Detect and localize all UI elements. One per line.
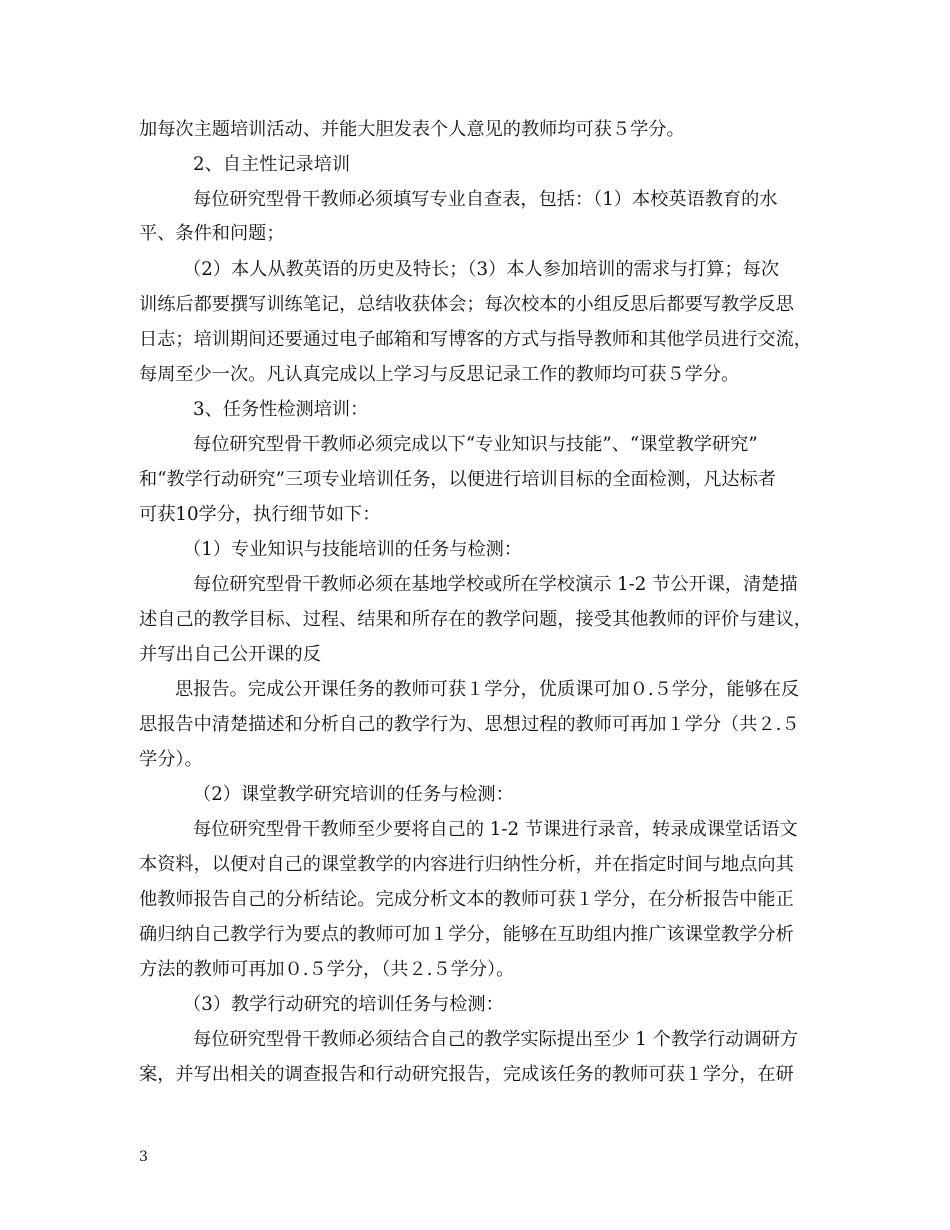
document-page: 加每次主题培训活动、并能大胆发表个人意见的教师均可获５学分。 2、自主性记录培训 每位研究型骨干教师必须填写专业自查表，包括：（1）本校英语教育的水 平、条件和问题； （2）本人从教英语的历史及特长；（3）本人参加培训的需求与打算；每次 训练后都要撰写训练笔记，总结收获体会；每次校本的小组反思后都要写教学反思 日志；培训期间还要通过电子邮箱和写博客的方式与指导教师和其他学员进行交流， 每周至少一次。凡认真完成以上学习与反思记录工作的教师均可获５学分。 3、任务性检测培训： 每位研究型骨干教师必须完成以下“专业知识与技能”、“课堂教学研究” 和“教学行动研究”三项专业培训任务，以便进行培训目标的全面检测，凡达标者 可获10学分，执行细节如下： （1）专业知识与技能培训的任务与检测： 每位研究型骨干教师必须在基地学校或所在学校演示 1-2 节公开课，清楚描 述自己的教学目标、过程、结果和所存在的教学问题，接受其他教师的评价与建议， 并写出自己公开课的反 思报告。完成公开课任务的教师可获１学分，优质课可加０.５学分，能够在反 思报告中清楚描述和分析自己的教学行为、思想过程的教师可再加１学分（共２.５ 学分）。 （2）课堂教学研究培训的任务与检测： 每位研究型骨干教师至少要将自己的 1-2 节课进行录音，转录成课堂话语文 本资料，以便对自己的课堂教学的内容进行归纳性分析，并在指定时间与地点向其 他教师报告自己的分析结论。完成分析文本的教师可获１学分，在分析报告中能正 确归纳自己教学行为要点的教师可加１学分，能够在互助组内推广该课堂教学分析 方法的教师可再加０.５学分，（共２.５学分）。 （3）教学行动研究的培训任务与检测： 每位研究型骨干教师必须结合自己的教学实际提出至少 1 个教学行动调研方 案，并写出相关的调查报告和行动研究报告，完成该任务的教师可获１学分，在研 3 — [139, 119, 812, 1165]
page-number: 3 — [139, 1149, 148, 1165]
